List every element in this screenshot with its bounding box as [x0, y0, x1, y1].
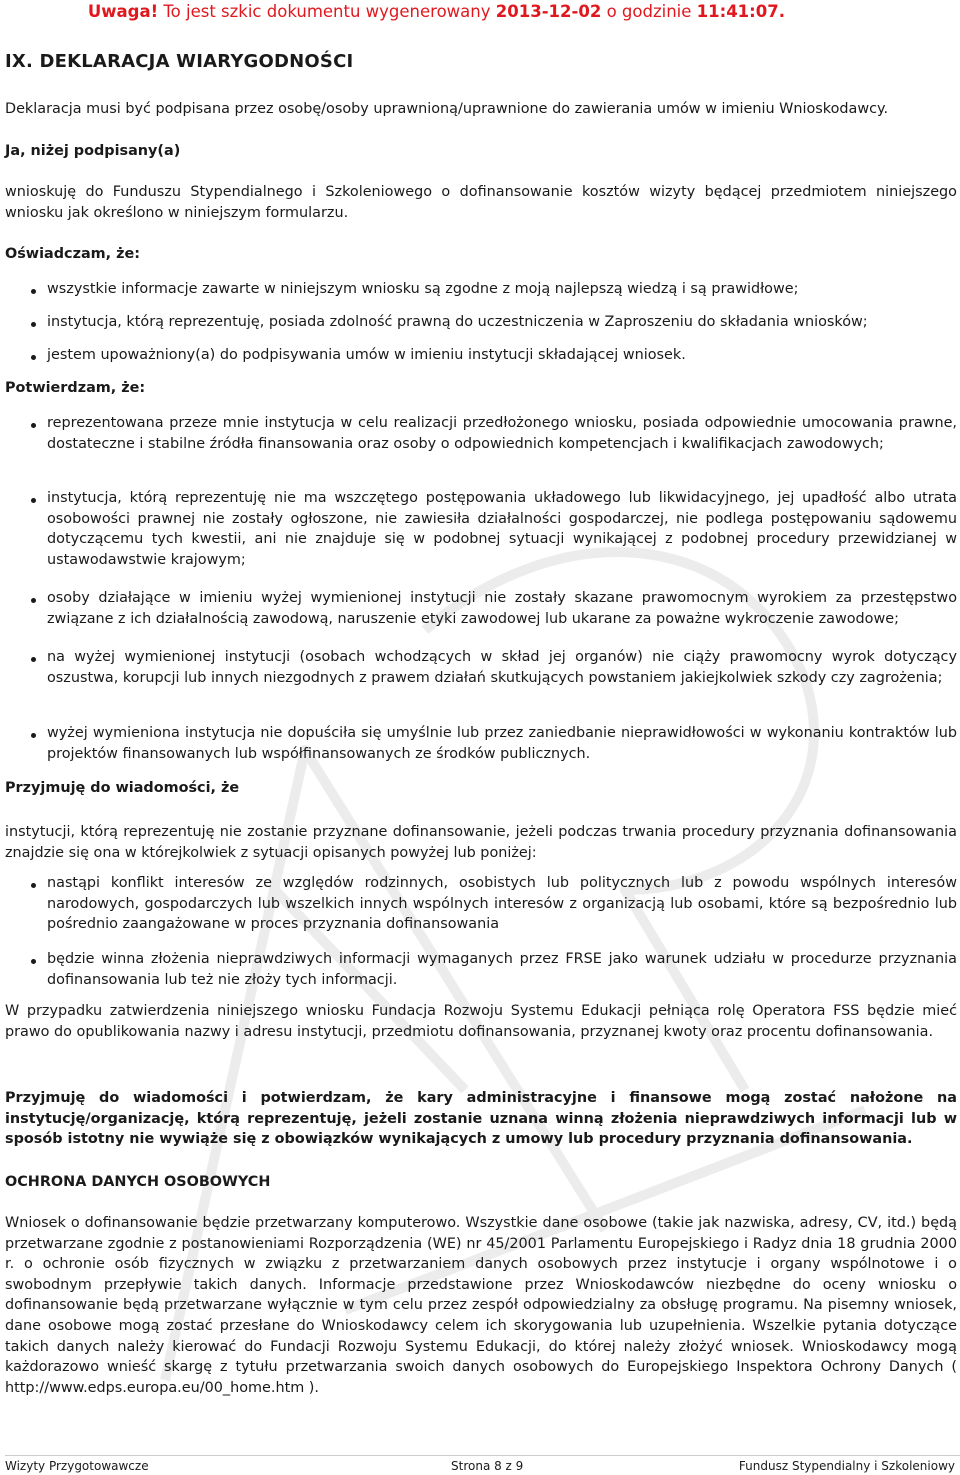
- document-page: [5, 0, 955, 1475]
- bullet-icon: [31, 322, 36, 327]
- bullet-icon: [31, 289, 36, 294]
- declare-item: jestem upoważniony(a) do podpisywania umów w imieniu instytucji składającej wniosek.: [47, 347, 686, 363]
- bullet-icon: [31, 355, 36, 360]
- warning-label: Uwaga!: [87, 2, 159, 21]
- footer-page-number: Strona 8 z 9: [451, 1459, 524, 1473]
- acknowledge-text: instytucji, którą reprezentuję nie zostanie przyznane dofinansowanie, jeżeli podczas trwania procedury przyznania dofinansowania znajdzie się ona w którejkolwiek z sytuacji opisanych powyżej lub poniżej:: [5, 824, 957, 861]
- confirm-item: osoby działające w imieniu wyżej wymienionej instytucji nie zostały skazane prawomocnym wyrokiem za przestępstwo związane z ich działalnością zawodową, naruszenie etyki zawodowej lub ukarane za poważne wykroczenie zawodowe;: [47, 590, 957, 627]
- time-prefix: o godzinie: [606, 2, 692, 21]
- footer-divider: [5, 1455, 960, 1456]
- bullet-icon: [31, 959, 36, 964]
- acknowledge-item: będzie winna złożenia nieprawdziwych informacji wymaganych przez FRSE jako warunek udziału w procedurze przyznania dofinansowania lub też nie złoży tych informacji.: [47, 951, 957, 988]
- bullet-icon: [31, 598, 36, 603]
- declare-heading: Oświadczam, że:: [5, 246, 141, 262]
- bullet-icon: [31, 423, 36, 428]
- declare-item: instytucja, którą reprezentuję, posiada zdolność prawną do uczestniczenia w Zaproszeniu do składania wniosków;: [47, 314, 868, 330]
- confirm-item: wyżej wymieniona instytucja nie dopuściła się umyślnie lub przez zaniedbanie nieprawidłowości w wykonaniu kontraktów lub projektów finansowanych lub współfinansowanych ze środków publicznych.: [47, 725, 957, 762]
- bullet-icon: [31, 883, 36, 888]
- warning-text: To jest szkic dokumentu wygenerowany: [163, 2, 491, 21]
- bullet-icon: [31, 733, 36, 738]
- declare-item: wszystkie informacje zawarte w niniejszym wniosku są zgodne z moją najlepszą wiedzą i są prawidłowe;: [47, 281, 799, 297]
- confirm-item: na wyżej wymienionej instytucji (osobach wchodzących w skład jej organów) nie ciąży prawomocny wyrok dotyczący oszustwa, korupcji lub innych niezgodnych z prawem działań skutkujących powstaniem jakiejkolwiek szkody czy zagrożenia;: [47, 649, 957, 686]
- acknowledge-item: nastąpi konflikt interesów ze względów rodzinnych, osobistych lub politycznych lub z powodu wspólnych interesów narodowych, gospodarczych lub wszelkich innych wspólnych interesów z organizacją lub osobami, które są bezpośrednio lub pośrednio zaangażowane w proces przyznania dofinansowania: [47, 875, 957, 933]
- signer-heading: Ja, niżej podpisany(a): [5, 143, 181, 159]
- draft-warning-banner: [88, 2, 785, 23]
- sanctions-text: Przyjmuję do wiadomości i potwierdzam, że kary administracyjne i finansowe mogą zostać nałożone na instytucję/organizację, którą reprezentuję, jeżeli zostanie uznana winną złożenia nieprawdziwych informacji lub w sposób istotny nie wywiąże się z obowiązków wynikających z umowy lub procedury przyznania dofinansowania.: [5, 1090, 957, 1148]
- data-protection-text: Wniosek o dofinansowanie będzie przetwarzany komputerowo. Wszystkie dane osobowe (takie jak nazwiska, adresy, CV, itd.) będą przetwarzane zgodnie z postanowieniami Rozporządzenia (WE) nr 45/2001 Parlamentu Europejskiego i Radyz dnia 18 grudnia 2000 r. o ochronie osób fizycznych w związku z przetwarzaniem danych osobowych przez instytucje i organy wspólnotowe i o swobodnym przepływie takich danych. Informacje przedstawione przez Wnioskodawców niezbędne do oceny wniosku o dofinansowanie będą przetwarzane wyłącznie w tym celu przez zespół odpowiedzialny za obsługę programu. Na pisemny wniosek, dane osobowe mogą zostać przesłane do Wnioskodawcy celem ich skorygowania lub uzupełnienia. Wszelkie pytania dotyczące takich danych należy kierować do Fundacji Rozwoju Systemu Edukacji, do której należy złożyć wniosek. Wnioskodawcy mogą każdorazowo wnieść skargę z tytułu przetwarzania swoich danych osobowych do Europejskiego Inspektora Ochrony Danych ( http://www.edps.europa.eu/00_home.htm ).: [5, 1215, 957, 1396]
- confirm-item: reprezentowana przeze mnie instytucja w celu realizacji przedłożonego wniosku, posiada odpowiednie umocowania prawne, dostateczne i stabilne źródła finansowania oraz osoby o odpowiednich kompetencjach i kwalifikacjach zawodowych;: [47, 415, 957, 452]
- confirm-item: instytucja, którą reprezentuję nie ma wszczętego postępowania układowego lub likwidacyjnego, jej upadłość albo utrata osobowości prawnej nie zostały ogłoszone, nie zawiesiła działalności gospodarczej, nie podlega postępowaniu sądowemu dotyczącemu tych kwestii, ani nie znajduje się w podobnej sytuacji wynikającej z podobnej procedury przewidzianej w ustawodawstwie krajowym;: [47, 490, 957, 568]
- acknowledge-heading: Przyjmuję do wiadomości, że: [5, 780, 240, 796]
- section-title: IX. DEKLARACJA WIARYGODNOŚCI: [5, 51, 354, 72]
- bullet-icon: [31, 498, 36, 503]
- confirm-heading: Potwierdzam, że:: [5, 380, 146, 396]
- request-text: wnioskuję do Funduszu Stypendialnego i Szkoleniowego o dofinansowanie kosztów wizyty będącej przedmiotem niniejszego wniosku jak określono w niniejszym formularzu.: [5, 184, 957, 221]
- publication-text: W przypadku zatwierdzenia niniejszego wniosku Fundacja Rozwoju Systemu Edukacji pełniąca rolę Operatora FSS będzie mieć prawo do opublikowania nazwy i adresu instytucji, przedmiotu dofinansowania, przyznanej kwoty oraz procentu dofinansowania.: [5, 1003, 957, 1040]
- footer-left: Wizyty Przygotowawcze: [5, 1459, 149, 1473]
- footer-right: Fundusz Stypendialny i Szkoleniowy: [738, 1459, 955, 1473]
- draft-time: 11:41:07.: [696, 2, 785, 21]
- intro-text: Deklaracja musi być podpisana przez osobę/osoby uprawnioną/uprawnione do zawierania umów w imieniu Wnioskodawcy.: [5, 101, 889, 117]
- bullet-icon: [31, 657, 36, 662]
- draft-date: 2013-12-02: [495, 2, 602, 21]
- data-protection-heading: OCHRONA DANYCH OSOBOWYCH: [5, 1174, 271, 1190]
